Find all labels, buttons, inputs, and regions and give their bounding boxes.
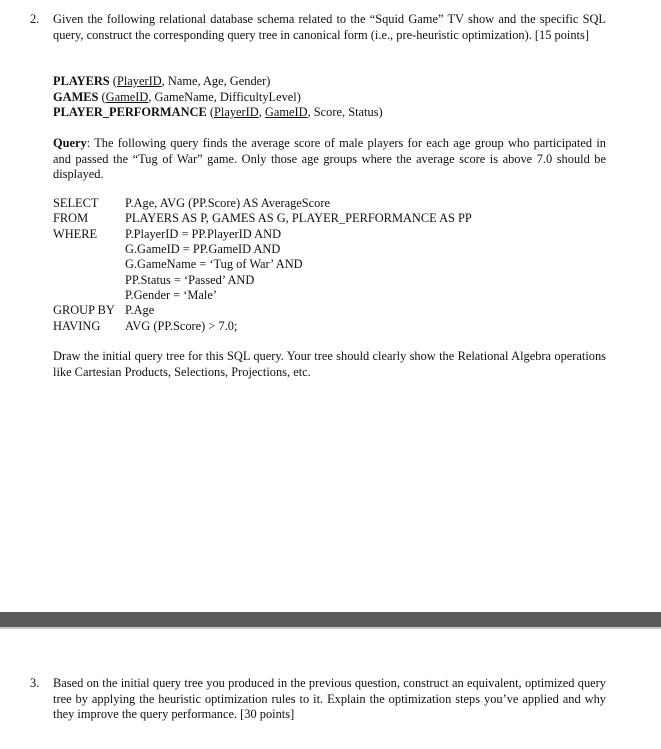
- schema-separator: ,: [258, 105, 265, 120]
- schema-key: PlayerID: [116, 74, 162, 88]
- page-divider: [0, 612, 661, 629]
- schema-games: [53, 90, 606, 106]
- question-3-number: 3.: [30, 676, 40, 690]
- sql-clause: P.Age: [125, 303, 155, 318]
- sql-line: [53, 211, 606, 226]
- schema-paren: (: [98, 89, 106, 104]
- sql-clause: PP.Status = ‘Passed’ AND: [125, 272, 255, 287]
- schema-attributes: , Score, Status): [307, 105, 383, 120]
- sql-keyword: FROM: [53, 211, 89, 226]
- sql-line: [53, 288, 606, 303]
- schema-player-performance: [53, 105, 606, 121]
- sql-line: [53, 227, 606, 242]
- sql-clause: G.GameID = PP.GameID AND: [125, 242, 281, 257]
- schema-key: GameID: [105, 89, 149, 104]
- schema-table-name: GAMES: [53, 89, 99, 104]
- sql-line: [53, 257, 606, 272]
- schema-table-name: PLAYER_PERFORMANCE: [53, 105, 207, 120]
- sql-query-block: [53, 196, 606, 334]
- sql-keyword: GROUP BY: [53, 303, 115, 318]
- sql-clause: AVG (PP.Score) > 7.0;: [125, 318, 238, 333]
- query-text: : The following query finds the average score of male players for each age group who participated in and passed the “Tug of War” game. Only those age groups where the average score is above 7.0 should be displayed.: [53, 136, 606, 182]
- sql-line: [53, 273, 606, 288]
- query-label: Query: [53, 136, 87, 150]
- schema-paren: (: [109, 74, 117, 88]
- schema-attributes: , GameName, DifficultyLevel): [148, 89, 301, 104]
- query-description: [53, 136, 606, 183]
- sql-line: [53, 196, 606, 211]
- sql-clause: P.PlayerID = PP.PlayerID AND: [125, 226, 282, 241]
- question-2-number: 2.: [30, 12, 40, 26]
- sql-clause: PLAYERS AS P, GAMES AS G, PLAYER_PERFORMANCE AS PP: [125, 211, 472, 226]
- sql-clause: P.Gender = ‘Male’: [125, 288, 217, 303]
- schema-attributes: , Name, Age, Gender): [161, 74, 271, 88]
- sql-clause: G.GameName = ‘Tug of War’ AND: [125, 257, 303, 272]
- sql-keyword: WHERE: [53, 226, 98, 241]
- schema-key: PlayerID: [213, 105, 259, 120]
- sql-keyword: SELECT: [53, 196, 99, 210]
- question-3-prompt: Based on the initial query tree you produced in the previous question, construct an equivalent, optimized query tree by applying the heuristic optimization rules to it. Explain the optimization steps you’ve applied and why they improve the query performance. [30 points]: [53, 676, 606, 722]
- sql-line: [53, 303, 606, 318]
- schema-block: [53, 74, 606, 121]
- question-2-prompt: Given the following relational database schema related to the “Squid Game” TV show and the specific SQL query, construct the corresponding query tree in canonical form (i.e., pre-heuristic optimization). [15 points]: [53, 12, 606, 42]
- sql-line: [53, 319, 606, 334]
- schema-players: [53, 74, 606, 90]
- sql-clause: P.Age, AVG (PP.Score) AS AverageScore: [125, 196, 331, 210]
- schema-key: GameID: [264, 105, 308, 120]
- question-2-instruction: Draw the initial query tree for this SQL query. Your tree should clearly show the Relational Algebra operations like Cartesian Products, Selections, Projections, etc.: [53, 349, 606, 379]
- schema-paren: (: [206, 105, 214, 120]
- sql-keyword: HAVING: [53, 318, 101, 333]
- sql-line: [53, 242, 606, 257]
- schema-table-name: PLAYERS: [53, 74, 110, 88]
